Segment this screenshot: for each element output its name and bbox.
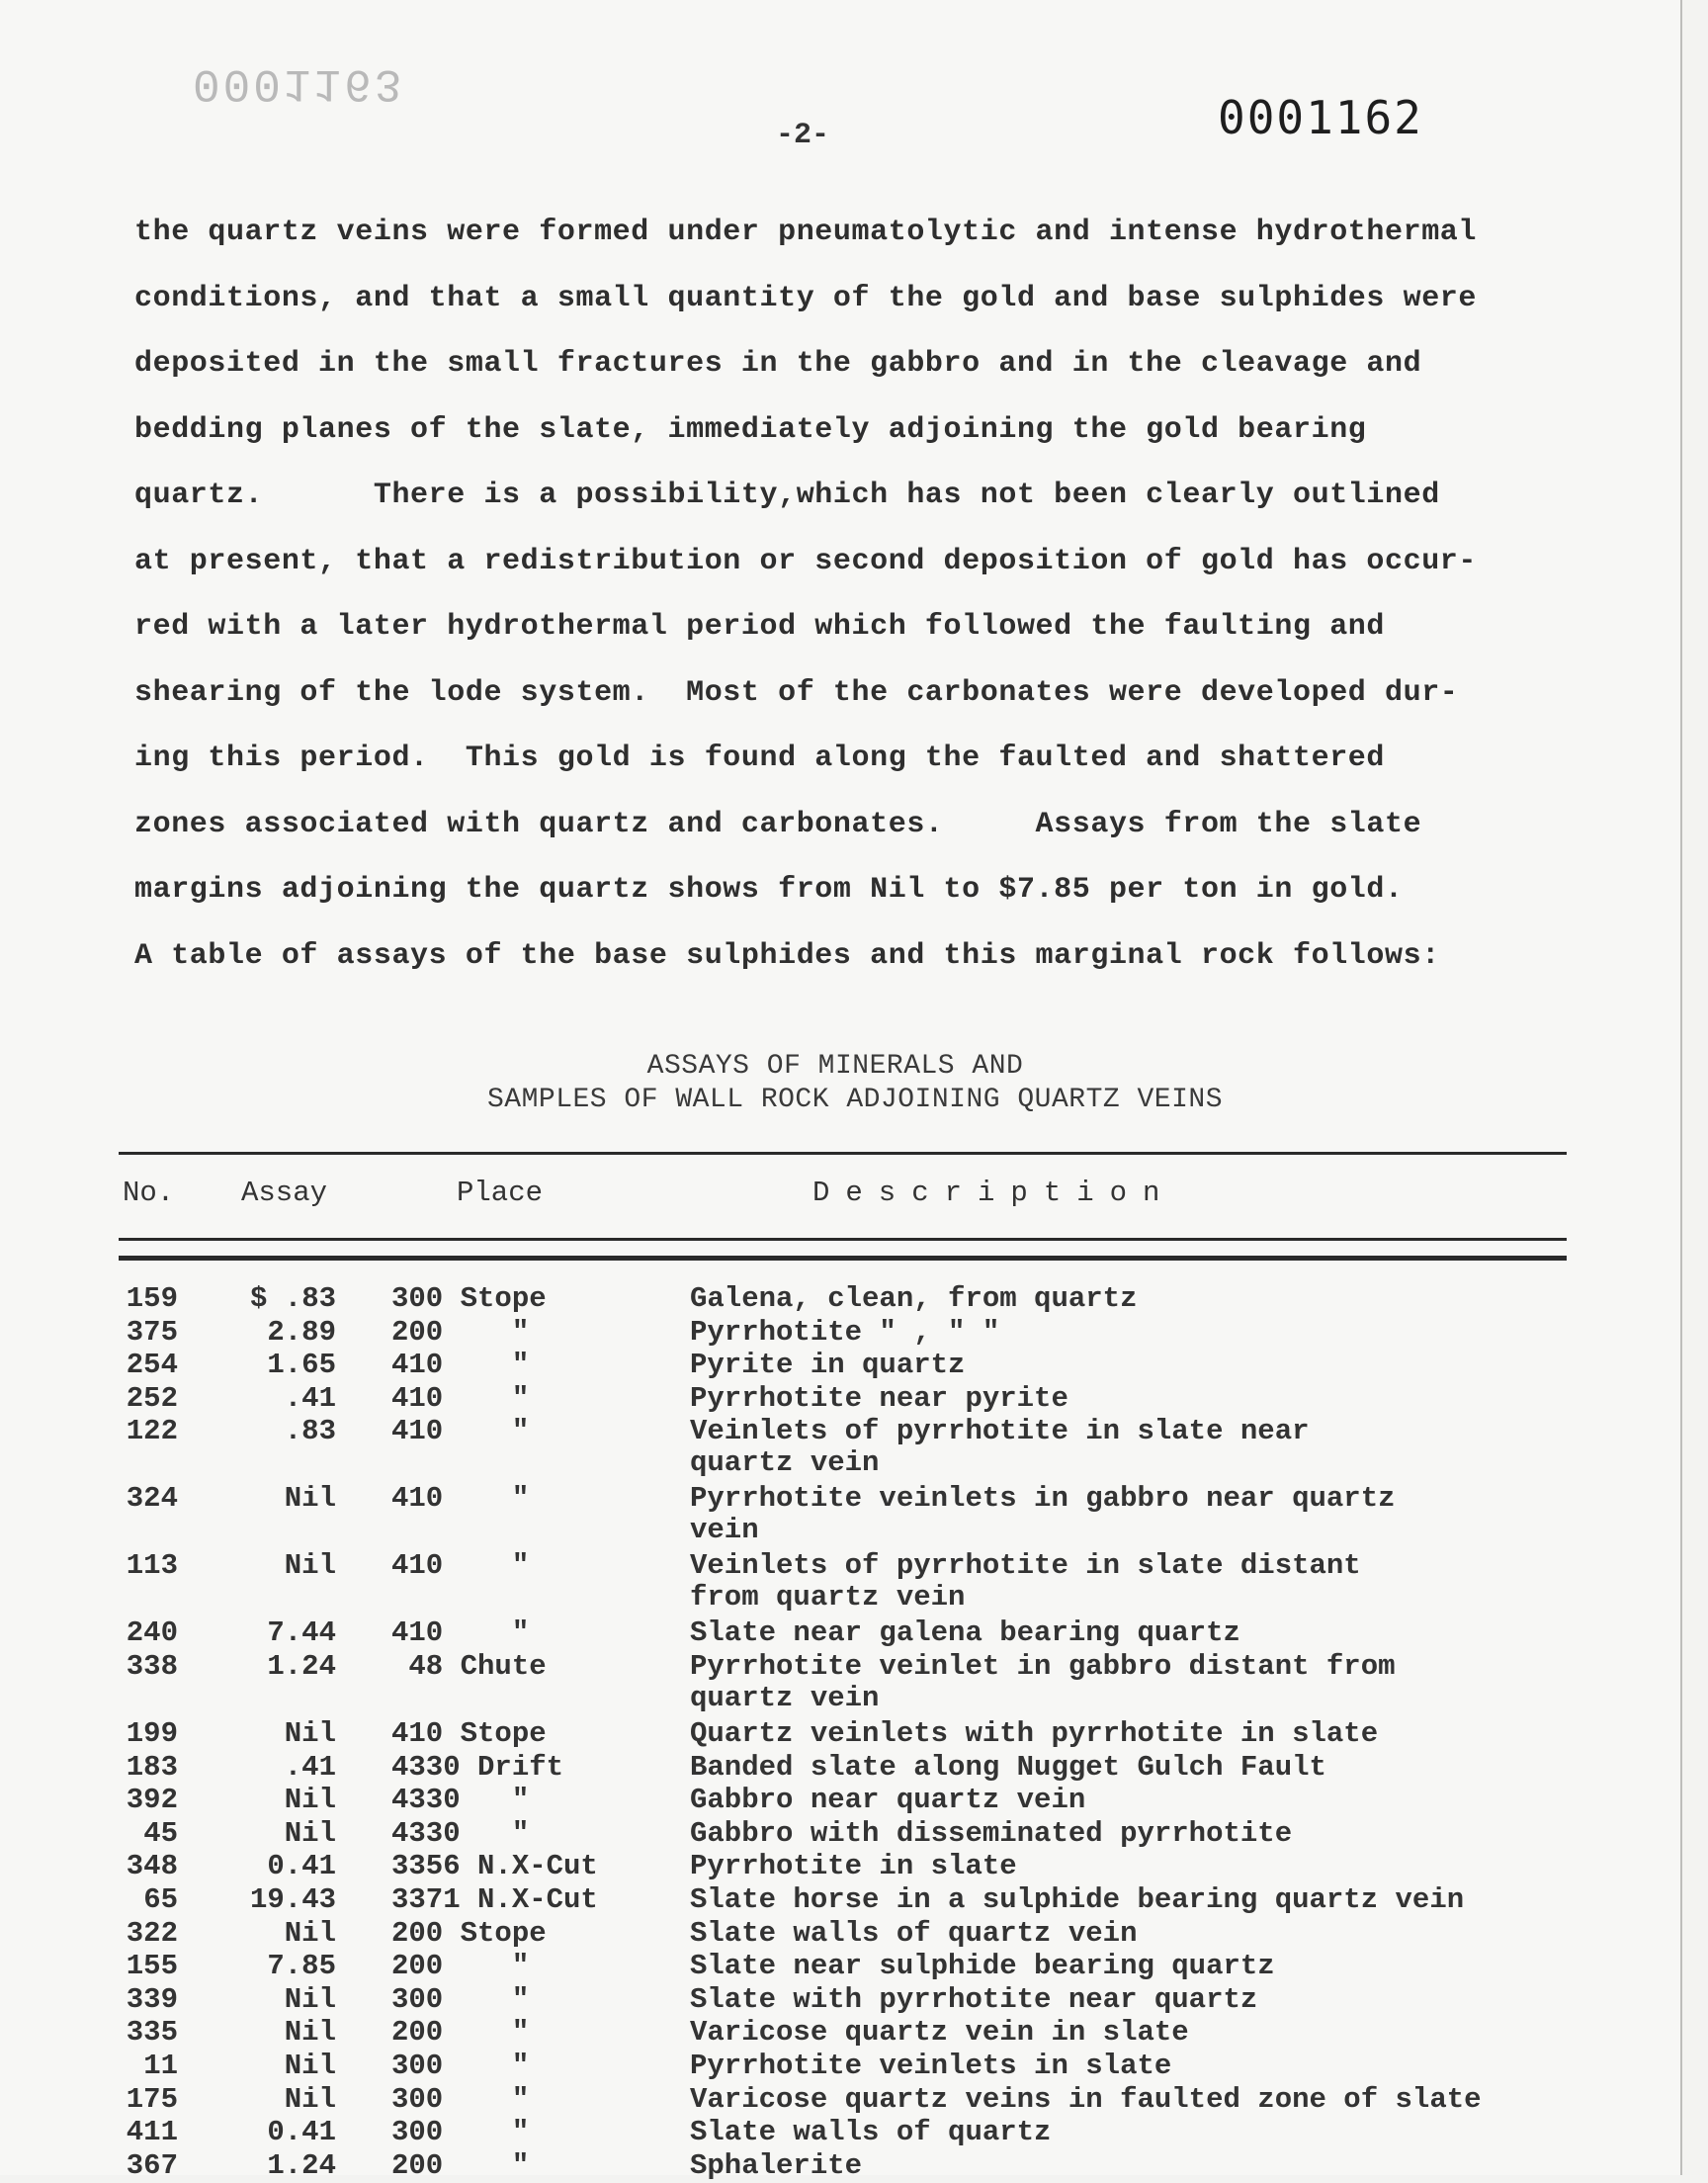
cell-place: 410 " <box>391 1415 530 1448</box>
cell-no: 65 <box>143 1882 178 1916</box>
cell-assay: Nil <box>284 2082 336 2116</box>
cell-no: 113 <box>126 1549 178 1583</box>
table-row <box>0 1317 1680 1351</box>
cell-place: 200 " <box>391 1950 530 1983</box>
cell-no: 199 <box>126 1716 178 1750</box>
table-row <box>0 1651 1680 1718</box>
cell-place: 410 " <box>391 1381 530 1415</box>
table-row <box>0 1718 1680 1752</box>
cell-place: 410 " <box>391 1349 530 1382</box>
assay-table-body <box>0 1283 1680 2183</box>
cell-place: 300 Stope <box>391 1282 547 1315</box>
cell-no: 348 <box>126 1850 178 1883</box>
cell-no: 252 <box>126 1381 178 1415</box>
table-row <box>0 2117 1680 2150</box>
cell-description: Pyrrhotite veinlets in gabbro near quartz vein <box>690 1482 1396 1547</box>
cell-assay: Nil <box>284 1816 336 1850</box>
cell-description: Veinlets of pyrrhotite in slate near quartz vein <box>690 1415 1310 1480</box>
cell-place: 200 Stope <box>391 1916 547 1950</box>
table-row <box>0 1752 1680 1786</box>
table-row <box>0 1617 1680 1651</box>
cell-no: 183 <box>126 1750 178 1784</box>
table-row <box>0 1383 1680 1417</box>
table-row <box>0 1483 1680 1550</box>
cell-description: Sphalerite <box>690 2148 863 2182</box>
cell-place: 3371 N.X-Cut <box>391 1882 598 1916</box>
cell-assay: 7.85 <box>267 1950 336 1983</box>
cell-assay: .83 <box>284 1415 336 1448</box>
table-title-line-1: ASSAYS OF MINERALS AND <box>646 1051 1024 1082</box>
page-number: -2- <box>776 119 830 152</box>
cell-no: 240 <box>126 1616 178 1650</box>
table-row <box>0 2150 1680 2183</box>
cell-assay: 0.41 <box>267 2116 336 2149</box>
column-header-place: Place <box>457 1177 544 1209</box>
column-header-no: No. <box>123 1177 175 1209</box>
cell-assay: Nil <box>284 1916 336 1950</box>
cell-assay: Nil <box>284 1716 336 1750</box>
body-line: deposited in the small fractures in the gabbro and in the cleavage and <box>134 347 1422 381</box>
cell-assay: 1.24 <box>267 2148 336 2182</box>
cell-place: 4330 " <box>391 1816 530 1850</box>
body-line: bedding planes of the slate, immediately adjoining the gold bearing <box>134 412 1367 447</box>
document-number: 0001162 <box>1218 91 1423 144</box>
cell-description: Pyrrhotite near pyrite <box>690 1381 1068 1415</box>
table-row <box>0 1918 1680 1952</box>
cell-place: 200 " <box>391 2016 530 2050</box>
cell-description: Slate horse in a sulphide bearing quartz vein <box>690 1882 1465 1916</box>
cell-description: Pyrrhotite veinlets in slate <box>690 2049 1172 2082</box>
body-line: at present, that a redistribution or second deposition of gold has occur- <box>134 544 1478 578</box>
table-row <box>0 1984 1680 2018</box>
cell-assay: 1.24 <box>267 1649 336 1683</box>
cell-assay: 2.89 <box>267 1315 336 1349</box>
cell-assay: 7.44 <box>267 1616 336 1650</box>
body-line: quartz. There is a possibility,which has not been clearly outlined <box>134 479 1440 512</box>
cell-place: 200 " <box>391 1315 530 1349</box>
cell-description: Banded slate along Nugget Gulch Fault <box>690 1750 1326 1784</box>
table-row <box>0 1818 1680 1852</box>
cell-place: 4330 Drift <box>391 1750 564 1784</box>
cell-description: Slate walls of quartz vein <box>690 1916 1138 1950</box>
table-row <box>0 1350 1680 1383</box>
cell-assay: Nil <box>284 1982 336 2016</box>
cell-no: 339 <box>126 1982 178 2016</box>
table-row <box>0 1951 1680 1984</box>
cell-place: 300 " <box>391 2049 530 2082</box>
cell-assay: Nil <box>284 1549 336 1583</box>
cell-place: 300 " <box>391 2116 530 2149</box>
body-line: the quartz veins were formed under pneumatolytic and intense hydrothermal <box>134 216 1478 249</box>
header-rule-lower <box>119 1256 1567 1261</box>
table-top-rule <box>119 1152 1567 1155</box>
cell-description: Veinlets of pyrrhotite in slate distant from quartz vein <box>690 1549 1361 1615</box>
cell-no: 335 <box>126 2016 178 2050</box>
table-row <box>0 2051 1680 2084</box>
cell-description: Varicose quartz vein in slate <box>690 2016 1189 2050</box>
cell-place: 410 " <box>391 1549 530 1583</box>
cell-description: Varicose quartz veins in faulted zone of slate <box>690 2082 1482 2116</box>
cell-assay: 0.41 <box>267 1850 336 1883</box>
cell-place: 4330 " <box>391 1784 530 1817</box>
cell-no: 375 <box>126 1315 178 1349</box>
cell-assay: 19.43 <box>249 1882 336 1916</box>
cell-no: 324 <box>126 1482 178 1516</box>
cell-assay: Nil <box>284 1482 336 1516</box>
cell-place: 48 Chute <box>391 1649 547 1683</box>
cell-no: 122 <box>126 1415 178 1448</box>
table-row <box>0 2084 1680 2118</box>
table-row <box>0 1851 1680 1884</box>
table-title-line-2: SAMPLES OF WALL ROCK ADJOINING QUARTZ VEINS <box>486 1085 1224 1115</box>
cell-assay: Nil <box>284 2049 336 2082</box>
cell-description: Pyrrhotite " , " " <box>690 1315 1000 1349</box>
cell-no: 155 <box>126 1950 178 1983</box>
cell-description: Slate near galena bearing quartz <box>690 1616 1240 1650</box>
table-row <box>0 1416 1680 1483</box>
cell-assay: .41 <box>284 1750 336 1784</box>
column-header-assay: Assay <box>241 1177 328 1209</box>
cell-description: Pyrrhotite veinlet in gabbro distant from quartz vein <box>690 1649 1396 1714</box>
cell-no: 367 <box>126 2148 178 2182</box>
header-rule-upper <box>119 1238 1567 1241</box>
body-line: red with a later hydrothermal period which followed the faulting and <box>134 610 1385 644</box>
body-paragraph <box>134 213 1597 1002</box>
column-header-description: Description <box>812 1177 1176 1209</box>
cell-no: 175 <box>126 2082 178 2116</box>
cell-place: 300 " <box>391 1982 530 2016</box>
cell-description: Gabbro near quartz vein <box>690 1784 1086 1817</box>
cell-no: 322 <box>126 1916 178 1950</box>
cell-assay: $ .83 <box>249 1282 336 1315</box>
cell-no: 338 <box>126 1649 178 1683</box>
cell-no: 159 <box>126 1282 178 1315</box>
cell-place: 410 " <box>391 1482 530 1516</box>
cell-assay: .41 <box>284 1381 336 1415</box>
cell-description: Slate with pyrrhotite near quartz <box>690 1982 1258 2016</box>
cell-description: Galena, clean, from quartz <box>690 1282 1138 1315</box>
body-line: conditions, and that a small quantity of the gold and base sulphides were <box>134 281 1478 315</box>
body-line: shearing of the lode system. Most of the carbonates were developed dur- <box>134 675 1459 710</box>
cell-no: 11 <box>143 2049 178 2082</box>
body-line: ing this period. This gold is found along the faulted and shattered <box>134 742 1385 775</box>
body-line: A table of assays of the base sulphides and this marginal rock follows: <box>134 938 1440 973</box>
cell-assay: Nil <box>284 1784 336 1817</box>
cell-no: 392 <box>126 1784 178 1817</box>
table-row <box>0 2017 1680 2051</box>
table-row <box>0 1283 1680 1317</box>
cell-place: 200 " <box>391 2148 530 2182</box>
cell-no: 411 <box>126 2116 178 2149</box>
body-line: margins adjoining the quartz shows from Nil to $7.85 per ton in gold. <box>134 873 1404 907</box>
cell-description: Quartz veinlets with pyrrhotite in slate <box>690 1716 1379 1750</box>
cell-description: Slate near sulphide bearing quartz <box>690 1950 1275 1983</box>
cell-description: Pyrrhotite in slate <box>690 1850 1017 1883</box>
cell-place: 410 Stope <box>391 1716 547 1750</box>
cell-description: Pyrite in quartz <box>690 1349 966 1382</box>
table-row <box>0 1550 1680 1617</box>
cell-no: 254 <box>126 1349 178 1382</box>
table-row <box>0 1785 1680 1818</box>
cell-description: Slate walls of quartz <box>690 2116 1052 2149</box>
cell-place: 3356 N.X-Cut <box>391 1850 598 1883</box>
cell-description: Gabbro with disseminated pyrrhotite <box>690 1816 1293 1850</box>
table-row <box>0 1884 1680 1918</box>
cell-assay: 1.65 <box>267 1349 336 1382</box>
cell-place: 300 " <box>391 2082 530 2116</box>
cell-no: 45 <box>143 1816 178 1850</box>
cell-place: 410 " <box>391 1616 530 1650</box>
body-line: zones associated with quartz and carbonates. Assays from the slate <box>134 807 1422 841</box>
cell-assay: Nil <box>284 2016 336 2050</box>
mirrored-stamp-number: 0001163 <box>193 57 405 109</box>
